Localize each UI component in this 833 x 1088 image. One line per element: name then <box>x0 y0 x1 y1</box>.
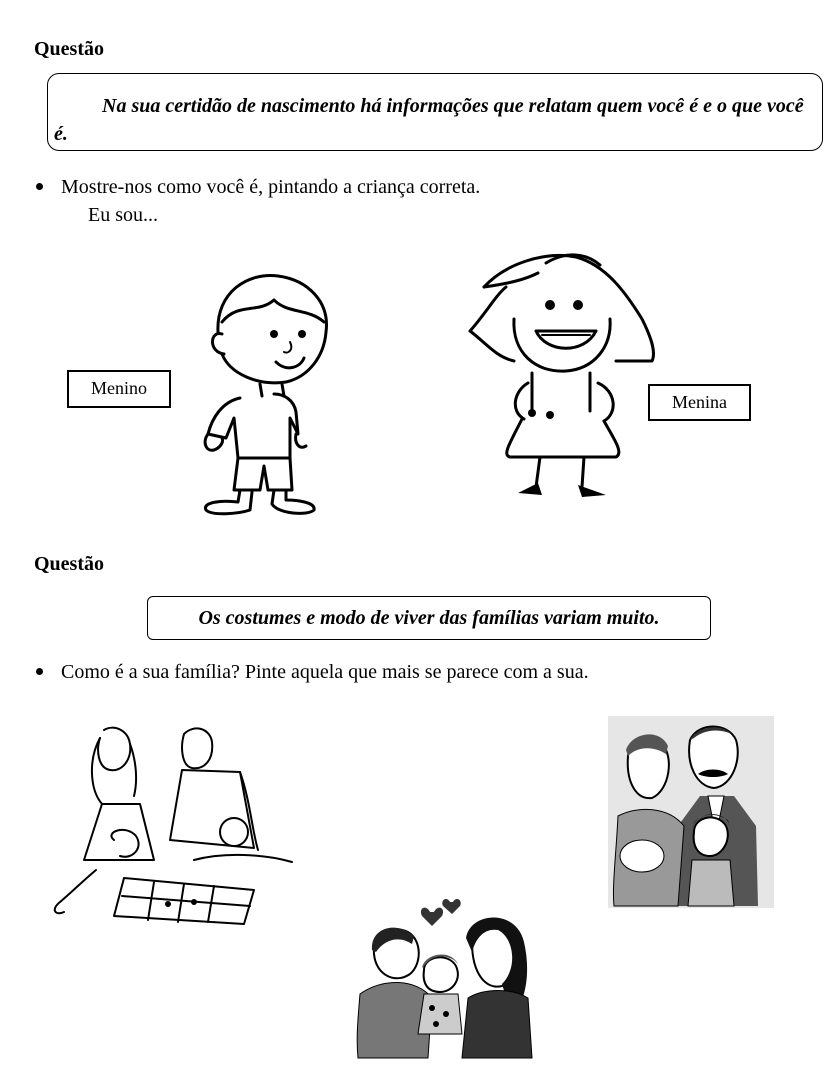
lead-text: Eu sou... <box>88 204 158 226</box>
girl-illustration[interactable] <box>466 243 662 505</box>
prompt-text-1: Na sua certidão de nascimento há informações que relatam quem você é e o que você é. <box>54 95 804 145</box>
bullet-icon <box>36 183 43 190</box>
instruction-1 <box>36 174 480 200</box>
girl-label-box[interactable]: Menina <box>648 384 751 421</box>
family-couple-baby-illustration[interactable] <box>352 898 540 1060</box>
instruction-text-1: Mostre-nos como você é, pintando a criança correta. <box>61 176 481 198</box>
prompt-box-2: Os costumes e modo de viver das famílias variam muito. <box>147 596 711 640</box>
boy-illustration[interactable] <box>178 262 358 524</box>
bullet-icon <box>36 668 43 675</box>
prompt-box-1 <box>47 73 823 151</box>
instruction-2 <box>36 659 589 685</box>
instruction-text-2: Como é a sua família? Pinte aquela que mais se parece com a sua. <box>61 661 589 683</box>
boy-label-box[interactable]: Menino <box>67 370 171 408</box>
family-grandparents-illustration[interactable] <box>608 716 774 908</box>
question-heading-2: Questão <box>34 553 104 575</box>
family-playing-illustration[interactable] <box>44 720 302 932</box>
question-heading-1: Questão <box>34 38 104 60</box>
